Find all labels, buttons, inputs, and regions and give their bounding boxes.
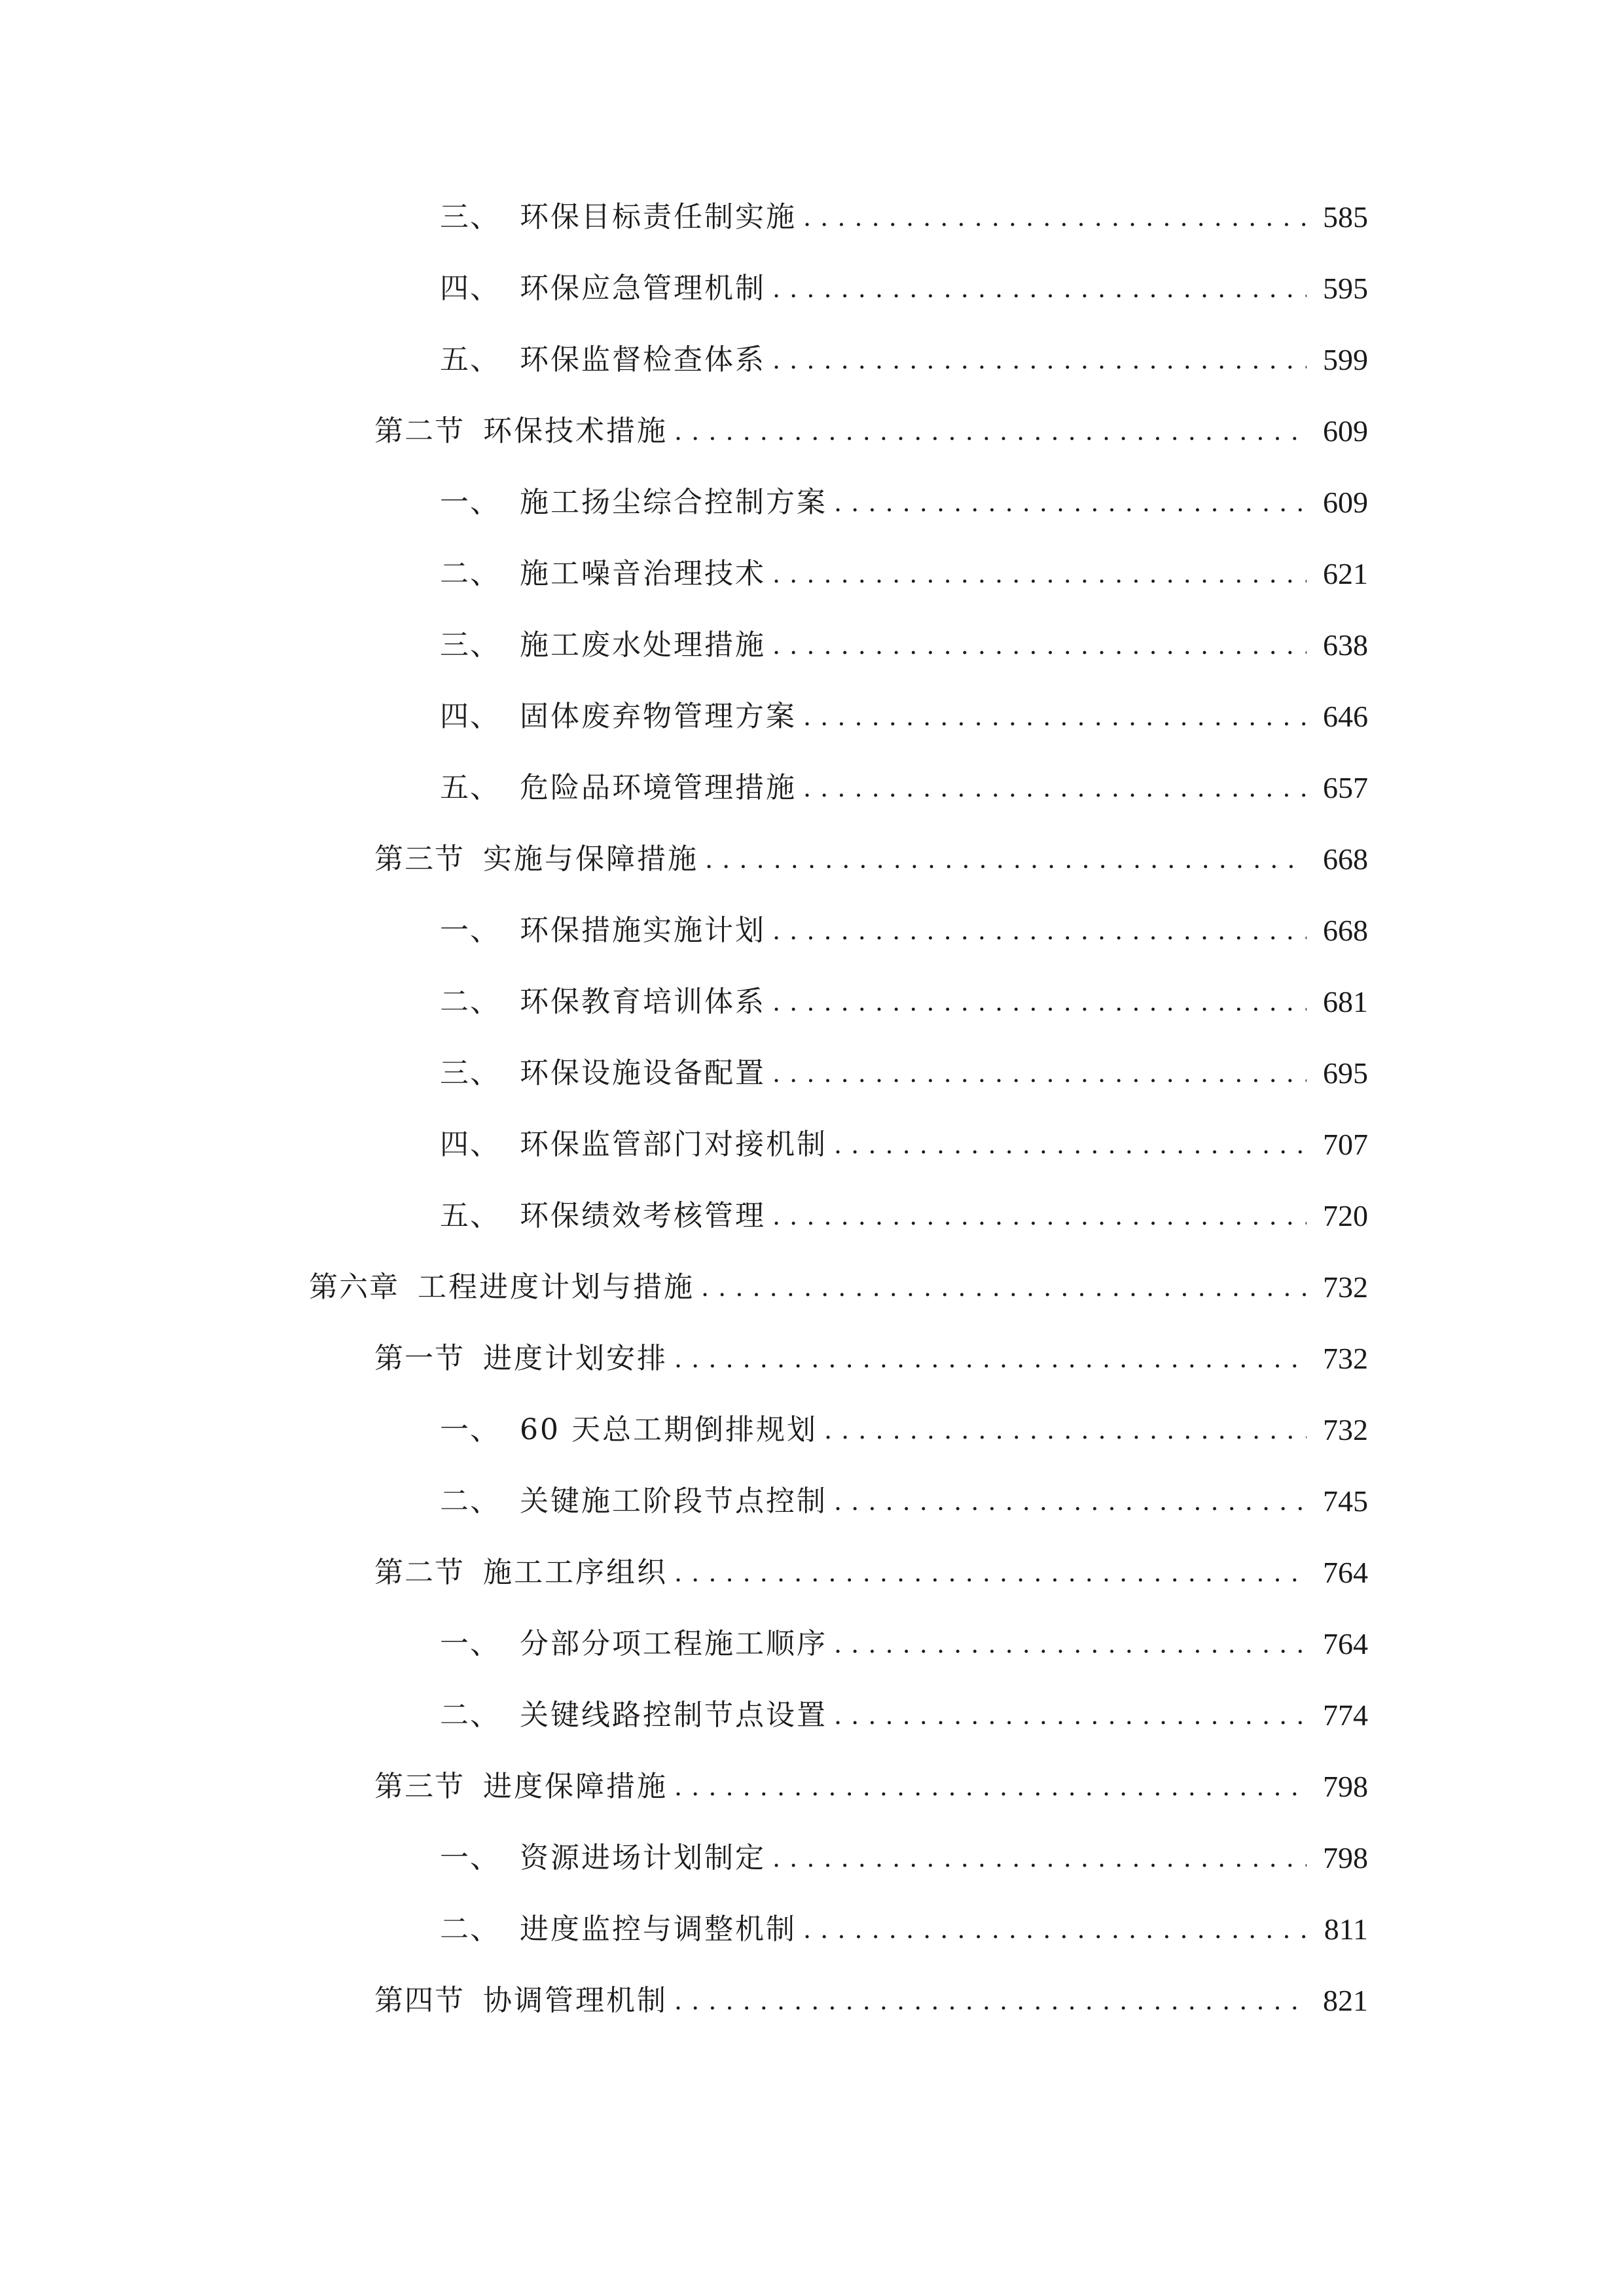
toc-entry-number: 一、 bbox=[440, 486, 500, 519]
toc-entry-page: 668 bbox=[1323, 914, 1368, 947]
toc-entry-number: 二、 bbox=[440, 985, 500, 1018]
toc-dot-leader bbox=[701, 1261, 1307, 1314]
toc-dot-leader bbox=[674, 1761, 1307, 1813]
toc-entry-section[interactable] bbox=[374, 833, 1368, 886]
toc-entry-number: 二、 bbox=[440, 1912, 500, 1946]
toc-entry-title: 60 天总工期倒排规划 bbox=[520, 1413, 818, 1446]
toc-entry-title: 环保监管部门对接机制 bbox=[520, 1128, 827, 1161]
toc-entry-page: 811 bbox=[1324, 1912, 1368, 1946]
toc-entry-number: 三、 bbox=[440, 628, 500, 662]
toc-entry-number: 第二节 bbox=[374, 414, 465, 448]
toc-entry-section[interactable] bbox=[374, 1761, 1368, 1813]
toc-dot-leader bbox=[803, 1903, 1307, 1956]
toc-entry-title: 施工扬尘综合控制方案 bbox=[520, 486, 827, 519]
toc-entry-title: 协调管理机制 bbox=[483, 1984, 668, 2017]
toc-entry[interactable] bbox=[440, 1404, 1368, 1456]
toc-entry[interactable] bbox=[440, 1903, 1368, 1956]
toc-dot-leader bbox=[772, 1190, 1307, 1242]
toc-entry-title: 进度监控与调整机制 bbox=[520, 1912, 797, 1946]
toc-entry-title: 危险品环境管理措施 bbox=[520, 771, 797, 804]
toc-entry-title: 实施与保障措施 bbox=[483, 842, 698, 876]
toc-dot-leader bbox=[772, 1832, 1307, 1884]
toc-dot-leader bbox=[772, 262, 1307, 315]
toc-entry-number: 五、 bbox=[440, 771, 500, 804]
toc-entry[interactable] bbox=[440, 476, 1368, 529]
toc-entry-page: 798 bbox=[1323, 1770, 1368, 1803]
toc-entry-title: 施工废水处理措施 bbox=[520, 628, 766, 662]
toc-entry[interactable] bbox=[440, 619, 1368, 672]
toc-dot-leader bbox=[674, 1333, 1307, 1385]
toc-entry-chapter[interactable] bbox=[309, 1261, 1368, 1314]
toc-dot-leader bbox=[772, 905, 1307, 957]
toc-dot-leader bbox=[834, 1475, 1307, 1528]
toc-dot-leader bbox=[772, 334, 1307, 386]
toc-entry[interactable] bbox=[440, 976, 1368, 1028]
toc-entry[interactable] bbox=[440, 262, 1368, 315]
toc-entry-number: 二、 bbox=[440, 557, 500, 590]
toc-entry-page: 764 bbox=[1323, 1627, 1368, 1660]
toc-entry-number: 四、 bbox=[440, 700, 500, 733]
toc-entry-title: 关键线路控制节点设置 bbox=[520, 1698, 827, 1732]
toc-entry-number: 第二节 bbox=[374, 1556, 465, 1589]
toc-entry-page: 695 bbox=[1323, 1056, 1368, 1090]
toc-entry-number: 二、 bbox=[440, 1484, 500, 1518]
toc-entry-number: 第三节 bbox=[374, 1770, 465, 1803]
toc-dot-leader bbox=[674, 1975, 1307, 2027]
toc-dot-leader bbox=[803, 691, 1307, 743]
toc-entry[interactable] bbox=[440, 905, 1368, 957]
toc-entry-title: 环保绩效考核管理 bbox=[520, 1199, 766, 1232]
toc-entry-title: 施工噪音治理技术 bbox=[520, 557, 766, 590]
toc-entry-page: 774 bbox=[1323, 1698, 1368, 1732]
toc-entry-page: 732 bbox=[1323, 1270, 1368, 1304]
toc-entry-number: 第四节 bbox=[374, 1984, 465, 2017]
toc-entry-number: 三、 bbox=[440, 1056, 500, 1090]
toc-entry-title: 环保目标责任制实施 bbox=[520, 200, 797, 234]
toc-entry[interactable] bbox=[440, 1689, 1368, 1742]
toc-entry-title: 施工工序组织 bbox=[483, 1556, 668, 1589]
toc-entry[interactable] bbox=[440, 1190, 1368, 1242]
toc-entry-section[interactable] bbox=[374, 1547, 1368, 1599]
toc-entry-number: 三、 bbox=[440, 200, 500, 234]
toc-entry-number: 五、 bbox=[440, 343, 500, 376]
toc-entry-section[interactable] bbox=[374, 1975, 1368, 2027]
toc-entry-number: 第三节 bbox=[374, 842, 465, 876]
toc-entry-title: 环保技术措施 bbox=[483, 414, 668, 448]
toc-dot-leader bbox=[824, 1404, 1307, 1456]
toc-entry[interactable] bbox=[440, 1832, 1368, 1884]
toc-entry-page: 720 bbox=[1323, 1199, 1368, 1232]
toc-entry-page: 821 bbox=[1323, 1984, 1368, 2017]
toc-entry-page: 707 bbox=[1323, 1128, 1368, 1161]
toc-entry-page: 638 bbox=[1323, 628, 1368, 662]
toc-entry-page: 668 bbox=[1323, 842, 1368, 876]
toc-entry-number: 第六章 bbox=[309, 1270, 399, 1304]
toc-dot-leader bbox=[772, 976, 1307, 1028]
toc-entry-page: 681 bbox=[1323, 985, 1368, 1018]
toc-entry-section[interactable] bbox=[374, 1333, 1368, 1385]
toc-entry-page: 621 bbox=[1323, 557, 1368, 590]
toc-entry-title: 环保监督检查体系 bbox=[520, 343, 766, 376]
toc-entry-page: 732 bbox=[1323, 1342, 1368, 1375]
toc-entry[interactable] bbox=[440, 334, 1368, 386]
toc-dot-leader bbox=[674, 1547, 1307, 1599]
toc-entry-number: 四、 bbox=[440, 272, 500, 305]
toc-entry-title: 关键施工阶段节点控制 bbox=[520, 1484, 827, 1518]
toc-dot-leader bbox=[803, 191, 1307, 243]
toc-dot-leader bbox=[674, 405, 1307, 457]
toc-entry-page: 798 bbox=[1323, 1841, 1368, 1874]
toc-entry-number: 一、 bbox=[440, 1413, 500, 1446]
toc-entry[interactable] bbox=[440, 1475, 1368, 1528]
toc-entry-page: 646 bbox=[1323, 700, 1368, 733]
toc-entry-number: 四、 bbox=[440, 1128, 500, 1161]
toc-entry-page: 764 bbox=[1323, 1556, 1368, 1589]
toc-entry-title: 固体废弃物管理方案 bbox=[520, 700, 797, 733]
toc-entry-number: 一、 bbox=[440, 1627, 500, 1660]
toc-entry[interactable] bbox=[440, 691, 1368, 743]
toc-entry[interactable] bbox=[440, 1618, 1368, 1670]
toc-dot-leader bbox=[834, 476, 1307, 529]
toc-entry-number: 一、 bbox=[440, 914, 500, 947]
toc-entry-page: 609 bbox=[1323, 486, 1368, 519]
toc-entry-number: 五、 bbox=[440, 1199, 500, 1232]
toc-entry-section[interactable] bbox=[374, 405, 1368, 457]
toc-entry-title: 进度计划安排 bbox=[483, 1342, 668, 1375]
toc-entry[interactable] bbox=[440, 762, 1368, 814]
toc-entry[interactable] bbox=[440, 1047, 1368, 1100]
toc-entry[interactable] bbox=[440, 1119, 1368, 1171]
toc-entry[interactable] bbox=[440, 548, 1368, 600]
toc-dot-leader bbox=[772, 1047, 1307, 1100]
toc-dot-leader bbox=[705, 833, 1307, 886]
toc-entry-page: 609 bbox=[1323, 414, 1368, 448]
toc-entry-page: 657 bbox=[1323, 771, 1368, 804]
toc-entry-title: 环保措施实施计划 bbox=[520, 914, 766, 947]
toc-dot-leader bbox=[834, 1119, 1307, 1171]
toc-entry-title: 环保教育培训体系 bbox=[520, 985, 766, 1018]
toc-entry-title: 分部分项工程施工顺序 bbox=[520, 1627, 827, 1660]
toc-entry-page: 599 bbox=[1323, 343, 1368, 376]
toc-entry-title: 资源进场计划制定 bbox=[520, 1841, 766, 1874]
toc-dot-leader bbox=[803, 762, 1307, 814]
toc-entry-page: 595 bbox=[1323, 272, 1368, 305]
toc-entry[interactable] bbox=[440, 191, 1368, 243]
toc-dot-leader bbox=[772, 619, 1307, 672]
toc-entry-page: 732 bbox=[1323, 1413, 1368, 1446]
toc-dot-leader bbox=[834, 1689, 1307, 1742]
toc-entry-title: 环保应急管理机制 bbox=[520, 272, 766, 305]
toc-entry-number: 二、 bbox=[440, 1698, 500, 1732]
toc-entry-page: 585 bbox=[1323, 200, 1368, 234]
toc-entry-page: 745 bbox=[1323, 1484, 1368, 1518]
toc-entry-number: 一、 bbox=[440, 1841, 500, 1874]
toc-dot-leader bbox=[772, 548, 1307, 600]
toc-entry-title: 进度保障措施 bbox=[483, 1770, 668, 1803]
toc-entry-title: 工程进度计划与措施 bbox=[418, 1270, 695, 1304]
toc-dot-leader bbox=[834, 1618, 1307, 1670]
toc-entry-title: 环保设施设备配置 bbox=[520, 1056, 766, 1090]
toc-entry-number: 第一节 bbox=[374, 1342, 465, 1375]
